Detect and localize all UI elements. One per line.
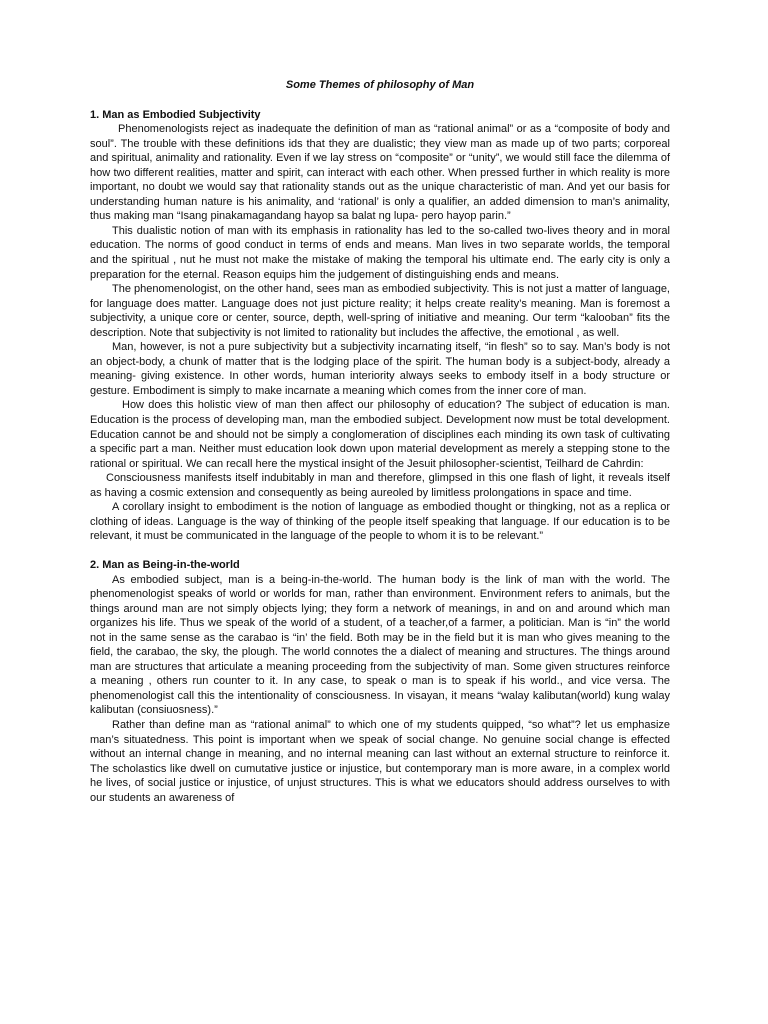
paragraph: How does this holistic view of man then affect our philosophy of education? The subject of education is man. Education is the process of developing man, man the embodied subject. Development now must be total development. Education cannot be and should not be simply a conglomeration of disciplines each minding its own task of cultivating a specific part a man. Neither must education look down upon material development as merely a stepping stone to the rational or spiritual. We can recall here the mystical insight of the Jesuit philosopher-scientist, Teilhard de Cahrdin: xyxy=(90,399,670,470)
document-title: Some Themes of philosophy of Man xyxy=(285,79,475,91)
paragraph: This dualistic notion of man with its emphasis in rationality has led to the so-called two-lives theory and in moral education. The norms of good conduct in terms of ends and means. Man lives in two separate worlds, the temporal and the spiritual , nut he must not make the mistake of making the temporal his ultimate end. The early city is only a preparation for the eternal. Reason equips him the judgement of distinguishing ends and means. xyxy=(90,224,670,281)
paragraph: Rather than define man as “rational animal” to which one of my students quipped, “so what”? let us emphasize man’s situatedness. This point is important when we speak of social change. No genuine social change is effected without an internal change in meaning, and no internal meaning can last without an external structure to reinforce it. The scholastics like dwell on cumutative justice or injustice, but contemporary man is more aware, in a complex world he lives, of social justice or injustice, of unjust structures. This is what we educators should address ourselves to with our students an awareness of xyxy=(90,718,670,804)
document-page xyxy=(90,78,670,805)
paragraph: The phenomenologist, on the other hand, sees man as embodied subjectivity. This is not just a matter of language, for language does matter. Language does not just picture reality; it helps create reality’s meaning. Man is foremost a subjectivity, a unique core or center, source, depth, well-spring of initiative and meaning. Our term “kalooban” fits the description. Note that subjectivity is not limited to rationality but includes the affective, the emotional , as well. xyxy=(90,283,670,339)
section-heading: 1. Man as Embodied Subjectivity xyxy=(90,108,261,121)
paragraph: Phenomenologists reject as inadequate the definition of man as “rational animal” or as a “composite of body and soul”. The trouble with these definitions ids that they are dualistic; they view man as made up of two parts; corporeal and spiritual, animality and rationality. Even if we lay stress on “composite” or “unity”, we would still face the dilemma of how two different realities, matter and spirit, can interact with each other. When pressed further in which reality is more important, no doubt we would say that rationality stands out as the unique characteristic of man. And yet our basis for understanding human nature is his animality, and ‘rational’ is only a qualifier, an added dimension to man’s animality, thus making man “Isang pinakamagandang hayop sa balat ng lupa- pero hayop parin.” xyxy=(90,123,670,223)
section-being-in-the-world xyxy=(90,558,670,805)
section-heading: 2. Man as Being-in-the-world xyxy=(90,558,240,571)
paragraph: As embodied subject, man is a being-in-the-world. The human body is the link of man with the world. The phenomenologist speaks of world or worlds for man, rather than environment. Environment refers to animals, but the things around man are not simply objects lying; they form a network of meanings, in and on and around which man organizes his life. Thus we speak of the world of a student, of a teacher,of a farmer, a politician. Man is “in” the world not in the same sense as the carabao is “in’ the field. Both may be in the field but it is man who gives meaning to the field, the carabao, the sky, the plough. The world connotes the a dialect of meaning and structures. The things around man are structures that articulate a meaning proceeding from the subjectivity of man. Some given structures reinforce a meaning , others run counter to it. In any case, to speak o man is to speak if his world., and vice versa. The phenomenologist call this the intentionality of consciousness. In visayan, it means “walay kalibutan(world) kung walay kalibutan (consiuosness).” xyxy=(90,573,670,717)
section-embodied-subjectivity xyxy=(90,108,670,544)
block-quote: Consciousness manifests itself indubitably in man and therefore, glimpsed in this one flash of light, it reveals itself as having a cosmic extension and consequently as being aureoled by limitless prolongations in space and time. xyxy=(90,472,670,499)
paragraph: A corollary insight to embodiment is the notion of language as embodied thought or thingking, not as a replica or clothing of ideas. Language is the way of thinking of the people itself speaking that language. If our education is to be relevant, it must be communicated in the language of the people to whom it is to be relevant.” xyxy=(90,501,670,543)
paragraph: Man, however, is not a pure subjectivity but a subjectivity incarnating itself, “in flesh” so to say. Man’s body is not an object-body, a chunk of matter that is the lodging place of the spirit. The human body is a subject-body, already a meaning- giving existence. In other words, human interiority always seeks to embody itself in a body structure or gesture. Embodiment is simply to make incarnate a meaning which comes from the inner core of man. xyxy=(90,341,670,397)
